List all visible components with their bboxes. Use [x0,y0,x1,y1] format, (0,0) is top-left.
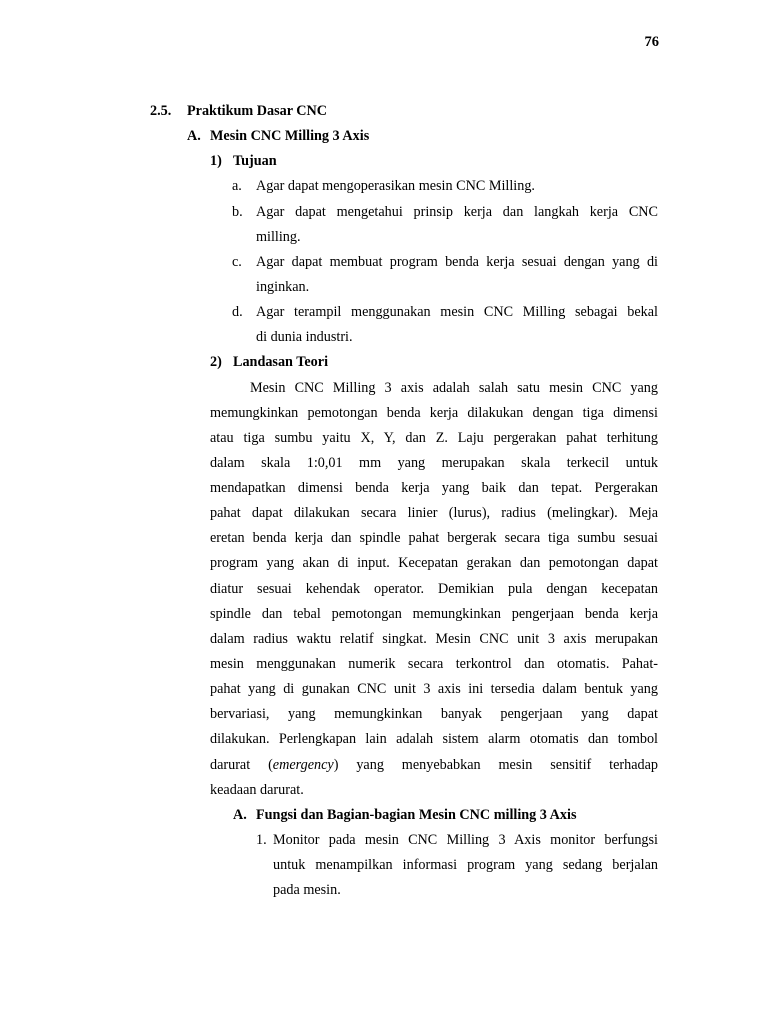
landasan-line-1: Mesin CNC Milling 3 axis adalah salah satu mesin CNC yang [250,380,658,396]
landasan-line-10: spindle dan tebal pemotongan memungkinkan pengerjaan benda kerja [210,606,658,622]
landasan-line-6: pahat dapat dilakukan secara linier (lurus), radius (melingkar). Meja [210,505,658,521]
landasan-line-7: eretan benda kerja dan spindle pahat bergerak secara tiga sumbu sesuai [210,530,658,546]
darurat-prefix: darurat ( [210,757,273,773]
subsection-marker: A. [187,128,201,144]
fungsi-item-1-line-2: untuk menampilkan informasi program yang sedang berjalan [273,857,658,873]
tujuan-item-d-line-1: Agar terampil menggunakan mesin CNC Milling sebagai bekal [256,304,658,320]
fungsi-item-1-line-3: pada mesin. [273,882,341,898]
page-number: 76 [644,34,659,50]
fungsi-marker: A. [233,807,247,823]
landasan-line-11: dalam radius waktu relatif singkat. Mesin CNC unit 3 axis merupakan [210,631,658,647]
tujuan-title: Tujuan [233,153,277,169]
tujuan-item-b-line-1: Agar dapat mengetahui prinsip kerja dan langkah kerja CNC [256,204,658,220]
tujuan-item-c-line-1: Agar dapat membuat program benda kerja sesuai dengan yang di [256,254,658,270]
landasan-line-9: diatur sesuai kehendak operator. Demikian pula dengan kecepatan [210,581,658,597]
tujuan-item-d-marker: d. [232,304,243,320]
section-title: Praktikum Dasar CNC [187,103,328,119]
emergency-term: emergency [272,757,334,773]
landasan-line-4: dalam skala 1:0,01 mm yang merupakan skala terkecil untuk [210,455,658,471]
section-number: 2.5. [150,103,172,119]
tujuan-item-a-text: Agar dapat mengoperasikan mesin CNC Milling. [256,178,535,194]
tujuan-item-c-line-2: inginkan. [256,279,310,295]
fungsi-title: Fungsi dan Bagian-bagian Mesin CNC milling 3 Axis [256,807,577,823]
landasan-line-5: mendapatkan dimensi benda kerja yang baik dan tepat. Pergerakan [210,480,658,496]
tujuan-item-b-line-2: milling. [256,229,301,245]
landasan-line-15: dilakukan. Perlengkapan lain adalah sistem alarm otomatis dan tombol [210,731,658,747]
landasan-last-line: keadaan darurat. [210,782,304,798]
landasan-line-14: bervariasi, yang memungkinkan banyak pengerjaan yang dapat [210,706,658,722]
landasan-line-16 [210,756,658,774]
landasan-line-2: memungkinkan pemotongan benda kerja dilakukan dengan tiga dimensi [210,405,658,421]
fungsi-item-1-line-1: Monitor pada mesin CNC Milling 3 Axis monitor berfungsi [273,832,658,848]
tujuan-item-c-marker: c. [232,254,242,270]
subsection-title: Mesin CNC Milling 3 Axis [210,128,370,144]
landasan-line-8: program yang akan di input. Kecepatan gerakan dan pemotongan dapat [210,555,658,571]
landasan-title: Landasan Teori [233,354,329,370]
fungsi-item-1-marker: 1. [256,832,267,848]
landasan-line-13: pahat yang di gunakan CNC unit 3 axis ini tersedia dalam bentuk yang [210,681,658,697]
tujuan-marker: 1) [210,153,222,169]
landasan-line-12: mesin menggunakan numerik secara terkontrol dan otomatis. Pahat- [210,656,658,672]
darurat-suffix: ) yang menyebabkan mesin sensitif terhadap [333,757,658,773]
tujuan-item-b-marker: b. [232,204,243,220]
landasan-marker: 2) [210,354,222,370]
tujuan-item-a-marker: a. [232,178,242,194]
landasan-line-3: atau tiga sumbu yaitu X, Y, dan Z. Laju pergerakan pahat terhitung [210,430,658,446]
tujuan-item-d-line-2: di dunia industri. [256,329,353,345]
